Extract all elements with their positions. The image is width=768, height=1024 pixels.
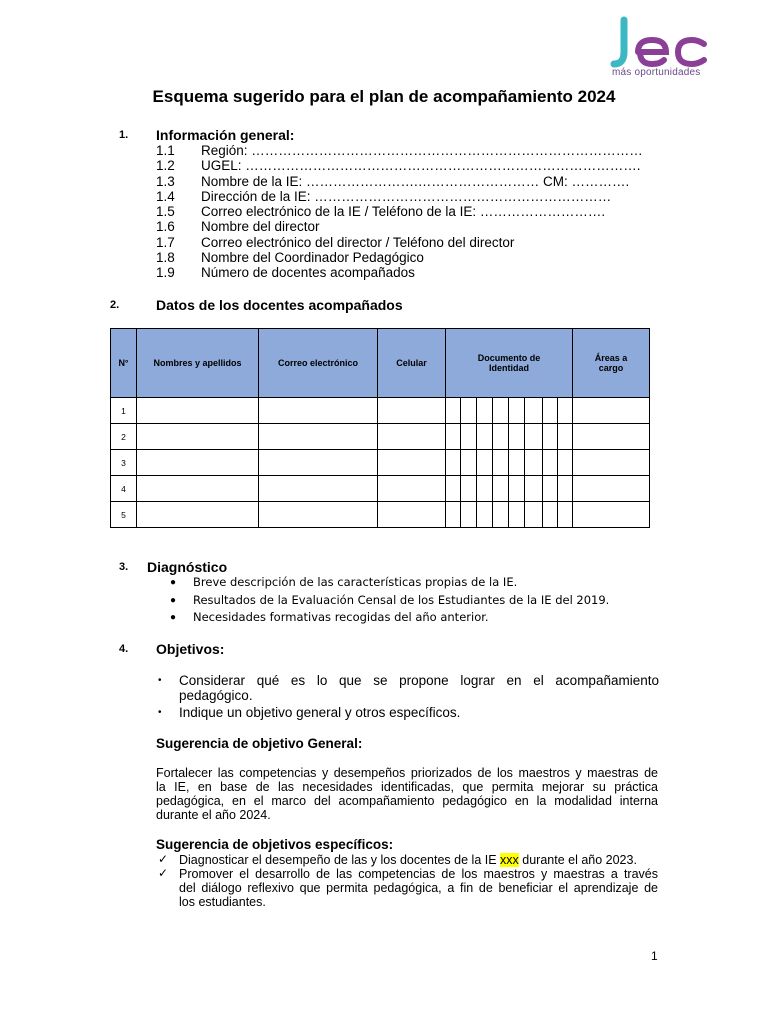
info-item-number: 1.2	[156, 158, 175, 173]
cell-email[interactable]	[259, 502, 378, 528]
header-id-document: Documento de Identidad	[446, 329, 573, 398]
cell-areas[interactable]	[573, 424, 650, 450]
info-item-director: Nombre del director	[201, 219, 320, 234]
cell-id-digit[interactable]	[558, 424, 573, 450]
cell-names[interactable]	[137, 424, 259, 450]
cell-phone[interactable]	[378, 450, 446, 476]
general-objective-heading: Sugerencia de objetivo General:	[156, 736, 363, 751]
cell-phone[interactable]	[378, 502, 446, 528]
cell-id-digit[interactable]	[509, 424, 525, 450]
section4-heading: Objetivos:	[156, 641, 225, 657]
highlighted-text: xxx	[500, 853, 519, 867]
section4-number: 4.	[119, 643, 129, 655]
specific-objective-line: Promover el desarrollo de las competencias de los maestros y maestras a través	[179, 867, 658, 881]
section1-number: 1.	[119, 129, 129, 141]
cell-id-digit[interactable]	[558, 450, 573, 476]
bullet-dot: ●	[170, 577, 177, 588]
info-item-coordinator: Nombre del Coordinador Pedagógico	[201, 250, 424, 265]
cell-id-digit[interactable]	[461, 398, 477, 424]
teachers-table	[110, 328, 650, 528]
table-row	[111, 424, 650, 450]
cell-areas[interactable]	[573, 398, 650, 424]
cell-id-digit[interactable]	[543, 502, 558, 528]
cell-id-digit[interactable]	[477, 424, 493, 450]
header-names: Nombres y apellidos	[137, 329, 259, 398]
cell-phone[interactable]	[378, 398, 446, 424]
general-objective-line: la IE, en base de las necesidades identificadas, que permita mejorar su práctica	[156, 780, 658, 794]
cell-id-digit[interactable]	[446, 476, 461, 502]
cell-id-digit[interactable]	[493, 502, 509, 528]
specific-objective-line: los estudiantes.	[179, 895, 266, 909]
table-header-row	[111, 329, 650, 398]
cell-id-digit[interactable]	[477, 398, 493, 424]
section2-heading: Datos de los docentes acompañados	[156, 297, 403, 313]
row-number: 4	[111, 476, 137, 502]
section3-heading: Diagnóstico	[147, 559, 228, 575]
cell-id-digit[interactable]	[477, 502, 493, 528]
cell-id-digit[interactable]	[525, 424, 543, 450]
section3-number: 3.	[119, 561, 129, 573]
cell-id-digit[interactable]	[493, 476, 509, 502]
table-row	[111, 450, 650, 476]
cell-phone[interactable]	[378, 424, 446, 450]
cell-id-digit[interactable]	[509, 398, 525, 424]
cell-id-digit[interactable]	[477, 476, 493, 502]
cell-id-digit[interactable]	[477, 450, 493, 476]
cell-id-digit[interactable]	[461, 424, 477, 450]
table-row	[111, 398, 650, 424]
diagnosis-item: Resultados de la Evaluación Censal de los Estudiantes de la IE del 2019.	[193, 593, 610, 607]
header-areas: Áreas a cargo	[573, 329, 650, 398]
cell-id-digit[interactable]	[493, 398, 509, 424]
diagnosis-item: Necesidades formativas recogidas del año anterior.	[193, 610, 489, 624]
objective-bullet-line: Indique un objetivo general y otros específicos.	[179, 705, 461, 720]
header-phone: Celular	[378, 329, 446, 398]
row-number: 5	[111, 502, 137, 528]
info-item-ugel: UGEL: …………………………………………………………………………….	[201, 158, 641, 173]
cell-id-digit[interactable]	[543, 424, 558, 450]
header-number: N°	[111, 329, 137, 398]
row-number: 2	[111, 424, 137, 450]
cell-id-digit[interactable]	[543, 476, 558, 502]
page-number: 1	[651, 949, 658, 963]
row-number: 1	[111, 398, 137, 424]
info-item-number: 1.3	[156, 174, 175, 189]
cell-id-digit[interactable]	[509, 502, 525, 528]
cell-email[interactable]	[259, 398, 378, 424]
info-item-number: 1.5	[156, 204, 175, 219]
info-item-ie-contact: Correo electrónico de la IE / Teléfono de la IE: ……………………….	[201, 204, 606, 219]
cell-id-digit[interactable]	[493, 450, 509, 476]
cell-id-digit[interactable]	[509, 450, 525, 476]
cell-id-digit[interactable]	[446, 398, 461, 424]
header-email: Correo electrónico	[259, 329, 378, 398]
info-item-number: 1.7	[156, 235, 175, 250]
cell-names[interactable]	[137, 450, 259, 476]
cell-id-digit[interactable]	[525, 476, 543, 502]
cell-id-digit[interactable]	[446, 450, 461, 476]
logo-tagline: más oportunidades	[612, 67, 701, 78]
cell-names[interactable]	[137, 398, 259, 424]
info-item-teacher-count: Número de docentes acompañados	[201, 265, 415, 280]
objective-bullet-line: Considerar qué es lo que se propone lograr en el acompañamiento	[179, 673, 659, 688]
cell-id-digit[interactable]	[461, 502, 477, 528]
cell-id-digit[interactable]	[525, 450, 543, 476]
checkmark-icon: ✓	[158, 852, 169, 866]
cell-id-digit[interactable]	[461, 450, 477, 476]
cell-id-digit[interactable]	[525, 398, 543, 424]
cell-names[interactable]	[137, 502, 259, 528]
info-item-ie-name: Nombre de la IE: …………………….……………………… CM: ………….	[201, 174, 630, 189]
info-item-number: 1.8	[156, 250, 175, 265]
cell-areas[interactable]	[573, 502, 650, 528]
section2-number: 2.	[110, 299, 120, 311]
specific-objective-line: del diálogo reflexivo que permita pedagógica, a fin de beneficiar el aprendizaje de	[179, 881, 658, 895]
bullet-dot: •	[158, 707, 162, 718]
checkmark-icon: ✓	[158, 866, 169, 880]
cell-id-digit[interactable]	[446, 502, 461, 528]
bullet-dot: ●	[170, 612, 177, 623]
bullet-dot: ●	[170, 595, 177, 606]
info-item-address: Dirección de la IE: …………………………………………………………	[201, 189, 612, 204]
table-row	[111, 476, 650, 502]
info-item-number: 1.9	[156, 265, 175, 280]
row-number: 3	[111, 450, 137, 476]
cell-id-digit[interactable]	[461, 476, 477, 502]
cell-id-digit[interactable]	[525, 502, 543, 528]
cell-email[interactable]	[259, 450, 378, 476]
cell-email[interactable]	[259, 476, 378, 502]
cell-id-digit[interactable]	[446, 424, 461, 450]
cell-names[interactable]	[137, 476, 259, 502]
general-objective-line: durante el año 2024.	[156, 808, 271, 822]
info-item-number: 1.6	[156, 219, 175, 234]
general-objective-line: Fortalecer las competencias y desempeños priorizados de los maestros y maestras de	[156, 766, 658, 780]
cell-id-digit[interactable]	[493, 424, 509, 450]
info-item-number: 1.4	[156, 189, 175, 204]
specific-objective-item: Diagnosticar el desempeño de las y los docentes de la IE xxx durante el año 2023.	[179, 853, 637, 867]
cell-id-digit[interactable]	[558, 476, 573, 502]
specific-objectives-heading: Sugerencia de objetivos específicos:	[156, 837, 394, 852]
cell-id-digit[interactable]	[543, 398, 558, 424]
cell-id-digit[interactable]	[543, 450, 558, 476]
cell-areas[interactable]	[573, 450, 650, 476]
table-row	[111, 502, 650, 528]
cell-id-digit[interactable]	[509, 476, 525, 502]
diagnosis-item: Breve descripción de las características propias de la IE.	[193, 575, 518, 589]
section1-heading: Información general:	[156, 127, 295, 143]
cell-id-digit[interactable]	[558, 502, 573, 528]
objective-bullet-line: pedagógico.	[179, 688, 253, 703]
document-title: Esquema sugerido para el plan de acompañamiento 2024	[152, 87, 616, 106]
info-item-director-contact: Correo electrónico del director / Teléfono del director	[201, 235, 515, 250]
general-objective-line: pedagógica, en el marco del acompañamiento pedagógico en la modalidad interna	[156, 794, 658, 808]
cell-id-digit[interactable]	[558, 398, 573, 424]
bullet-dot: •	[158, 675, 162, 686]
cell-areas[interactable]	[573, 476, 650, 502]
info-item-region: Región: ……………………………………………………………………………	[201, 143, 643, 158]
info-item-number: 1.1	[156, 143, 175, 158]
cell-phone[interactable]	[378, 476, 446, 502]
cell-email[interactable]	[259, 424, 378, 450]
